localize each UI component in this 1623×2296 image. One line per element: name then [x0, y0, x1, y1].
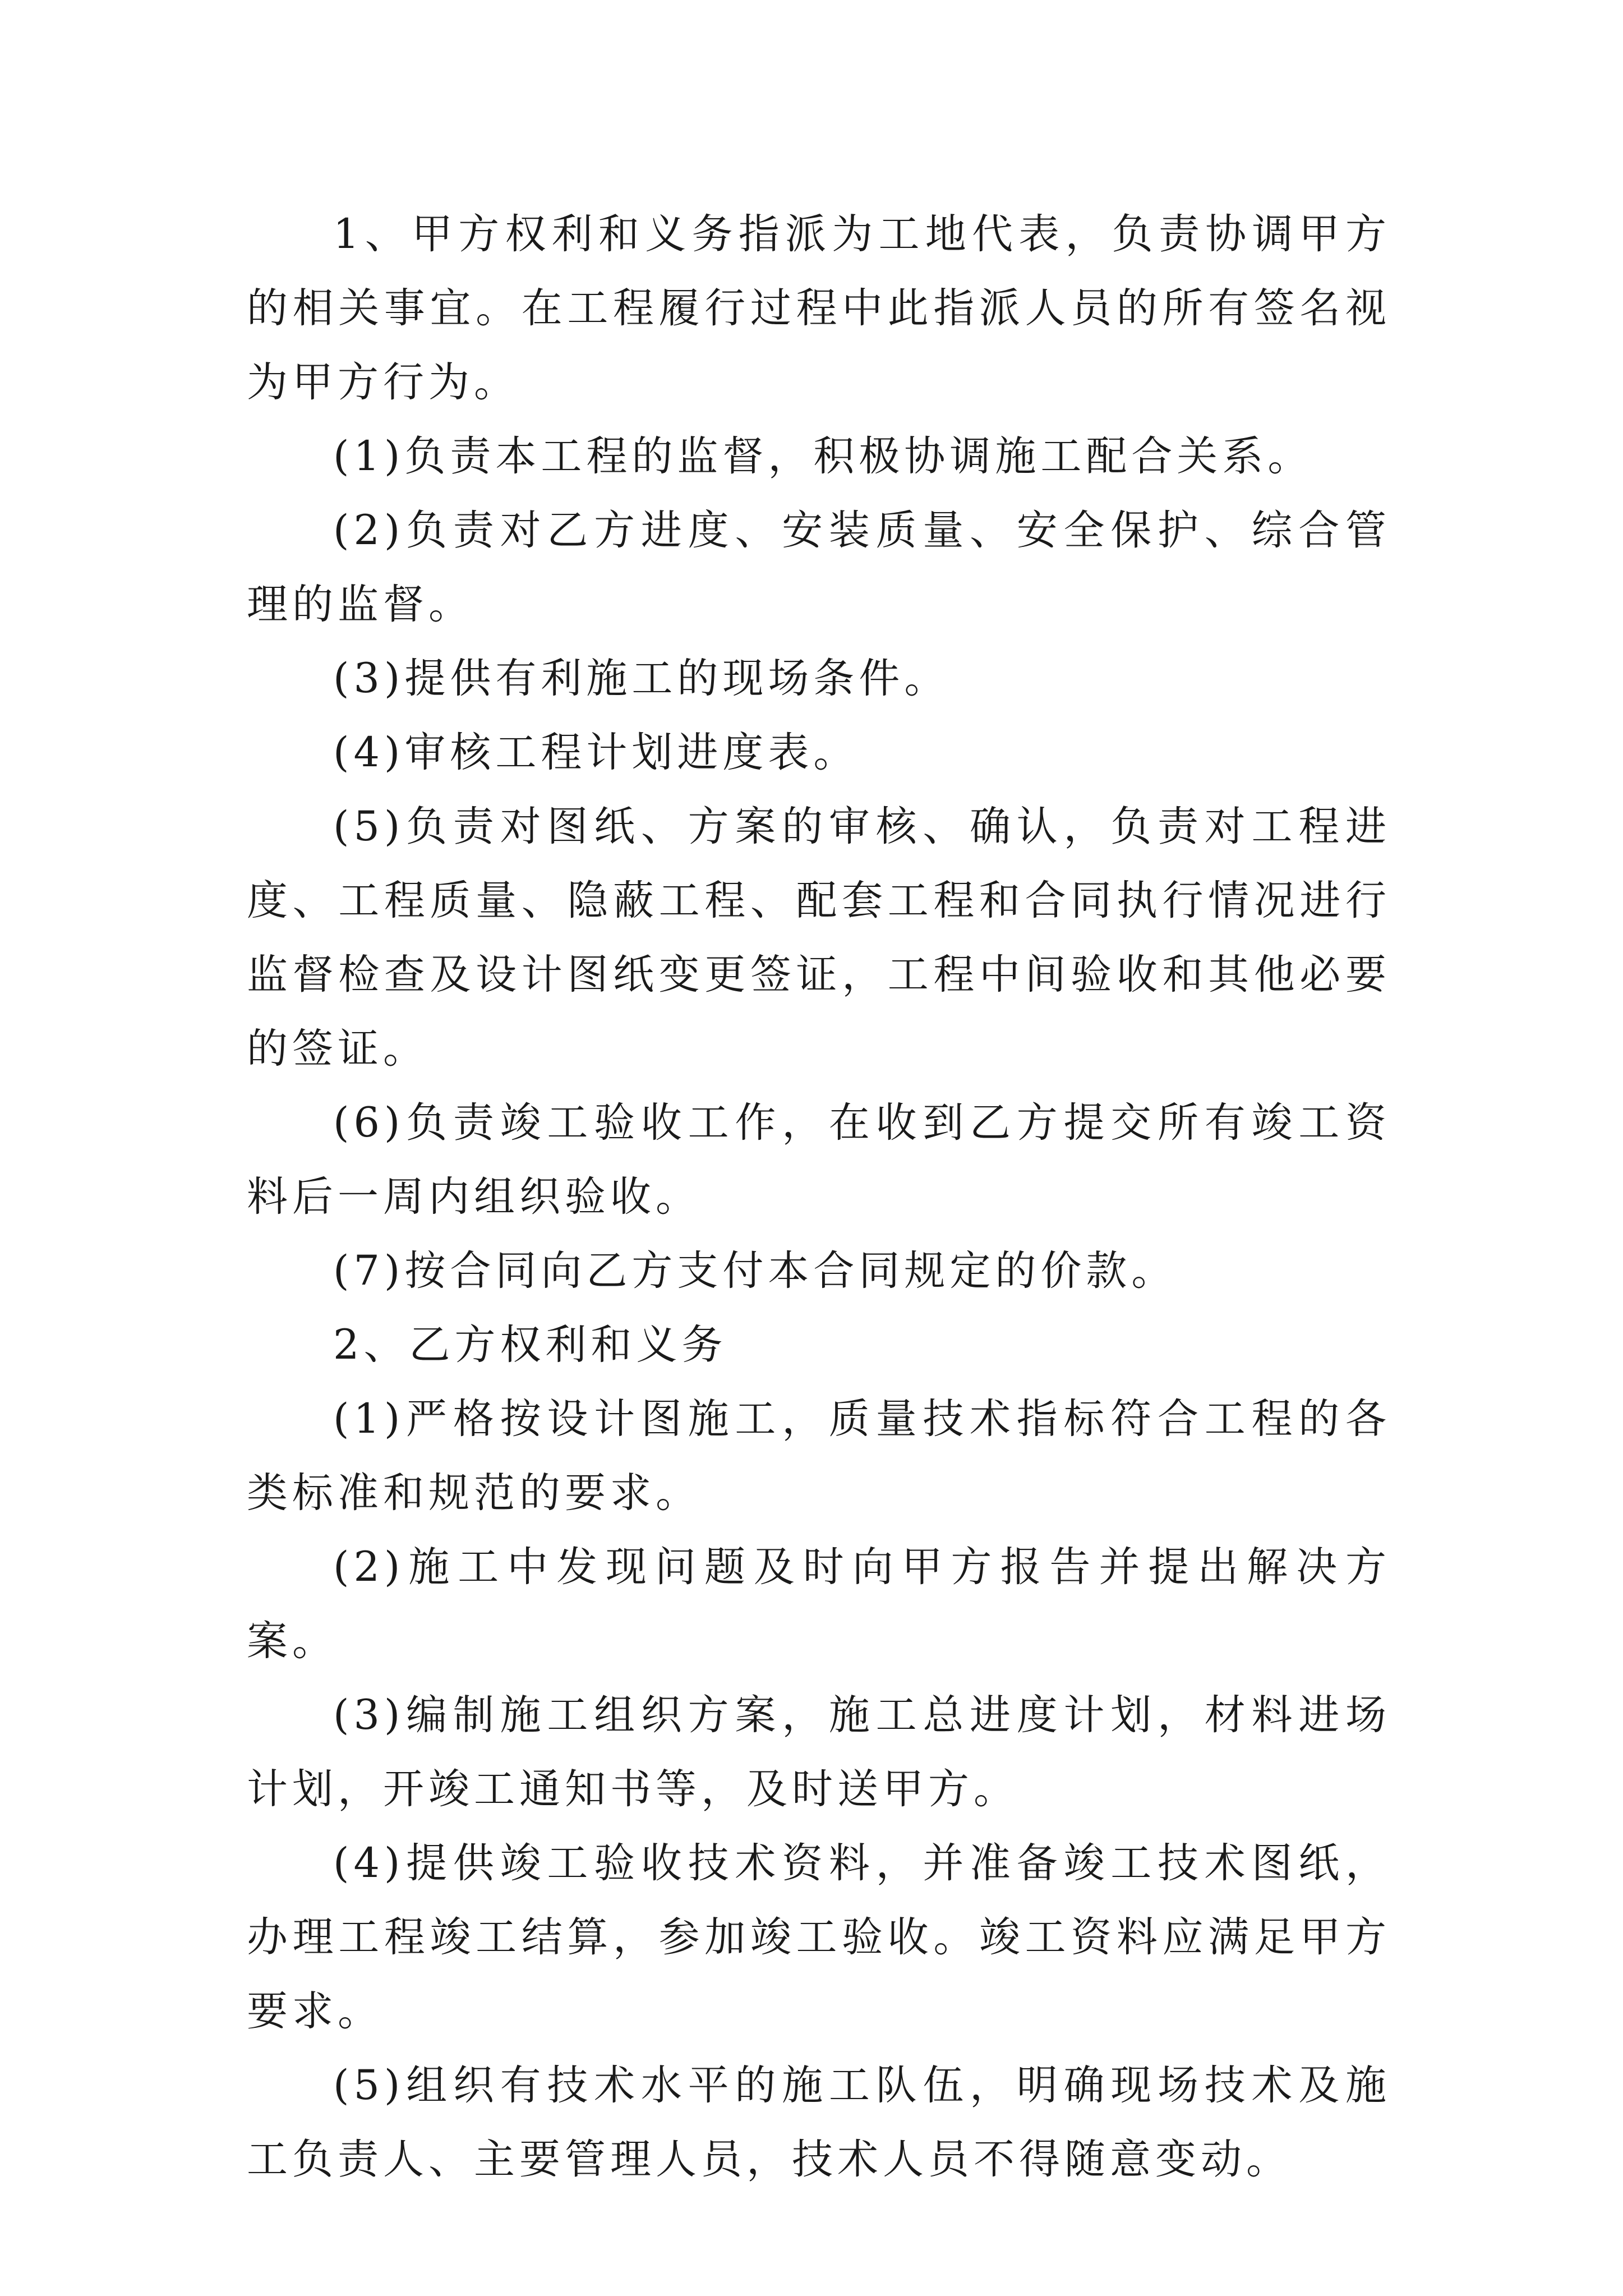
paragraph-b-item-1: (1)严格按设计图施工，质量技术指标符合工程的各类标准和规范的要求。 [247, 1395, 1391, 1517]
paragraph-b-item-2: (2)施工中发现问题及时向甲方报告并提出解决方案。 [247, 1543, 1391, 1665]
paragraph-a-item-6: (6)负责竣工验收工作，在收到乙方提交所有竣工资料后一周内组织验收。 [247, 1099, 1391, 1221]
paragraph-a-item-4: (4)审核工程计划进度表。 [333, 729, 859, 776]
document-body [247, 197, 1391, 2197]
paragraph-b-item-4: (4)提供竣工验收技术资料，并准备竣工技术图纸，办理工程竣工结算，参加竣工验收。竣工资料应满足甲方要求。 [247, 1839, 1391, 2035]
paragraph-party-a-rights: 1、甲方权利和义务指派为工地代表，负责协调甲方的相关事宜。在工程履行过程中此指派人员的所有签名视为甲方行为。 [247, 210, 1391, 406]
paragraph-a-item-7: (7)按合同向乙方支付本合同规定的价款。 [333, 1247, 1177, 1295]
paragraph-b-item-3: (3)编制施工组织方案，施工总进度计划，材料进场计划，开竣工通知书等，及时送甲方。 [247, 1691, 1391, 1813]
paragraph-a-item-5: (5)负责对图纸、方案的审核、确认，负责对工程进度、工程质量、隐蔽工程、配套工程和合同执行情况进行监督检查及设计图纸变更签证，工程中间验收和其他必要的签证。 [247, 803, 1391, 1073]
paragraph-party-b-rights: 2、乙方权利和义务 [333, 1321, 727, 1369]
paragraph-a-item-2: (2)负责对乙方进度、安装质量、安全保护、综合管理的监督。 [247, 507, 1391, 628]
paragraph-b-item-5: (5)组织有技术水平的施工队伍，明确现场技术及施工负责人、主要管理人员，技术人员不得随意变动。 [247, 2062, 1391, 2183]
paragraph-a-item-1: (1)负责本工程的监督，积极协调施工配合关系。 [333, 432, 1313, 480]
paragraph-a-item-3: (3)提供有利施工的现场条件。 [333, 655, 950, 702]
